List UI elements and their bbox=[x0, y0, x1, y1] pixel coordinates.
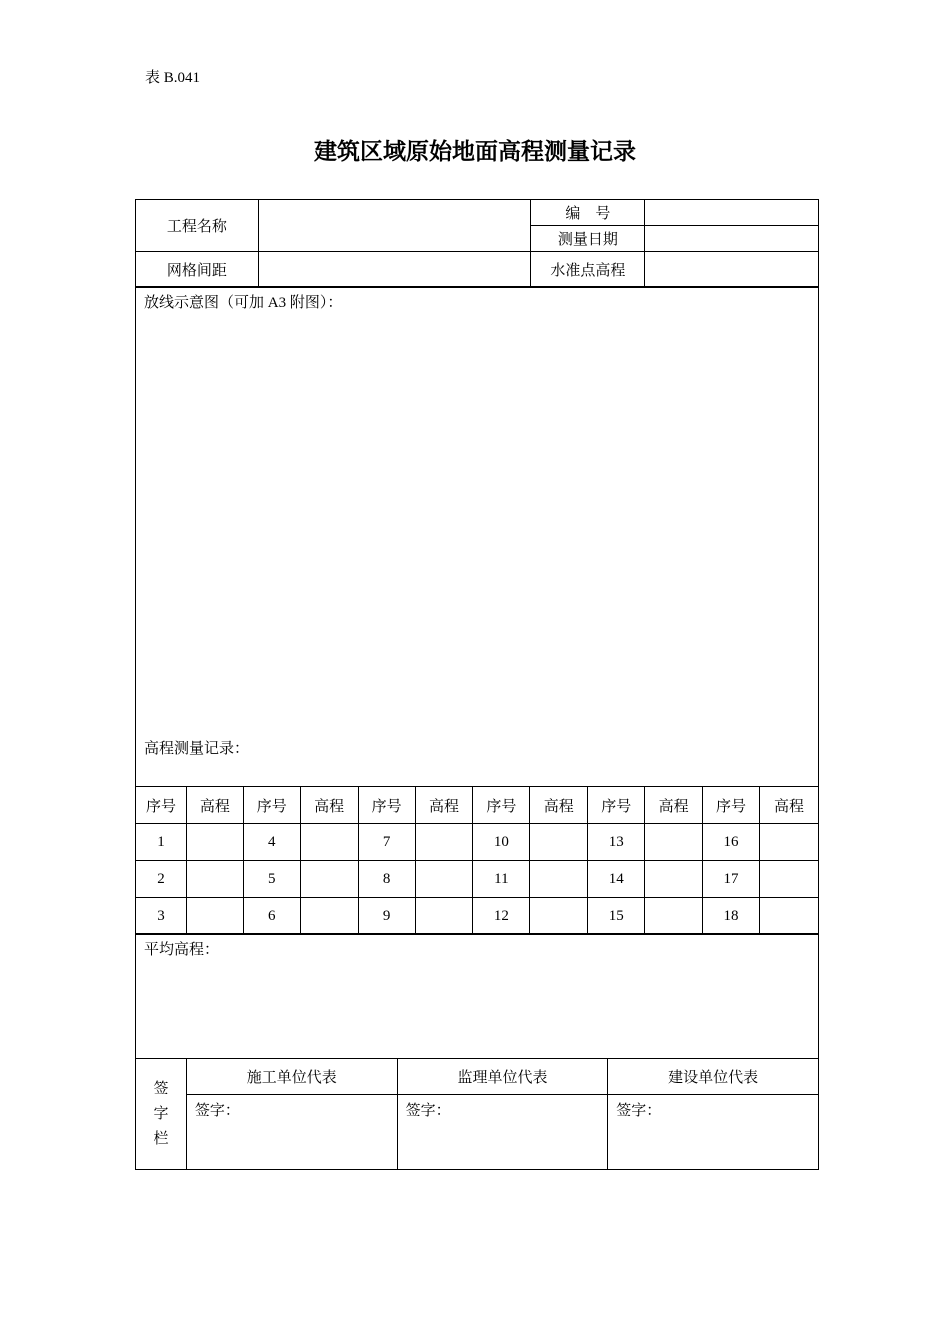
elevation-input[interactable] bbox=[186, 824, 243, 861]
survey-date-label: 测量日期 bbox=[531, 226, 645, 252]
signature-label-char: 字 bbox=[153, 1105, 169, 1122]
grid-spacing-label: 网格间距 bbox=[136, 252, 259, 288]
signature-label-char: 签 bbox=[153, 1080, 169, 1097]
seq-cell: 15 bbox=[588, 898, 645, 935]
owner-signature-field[interactable] bbox=[608, 1095, 819, 1170]
elevation-input[interactable] bbox=[759, 824, 818, 861]
seq-header: 序号 bbox=[243, 787, 300, 824]
benchmark-label: 水准点高程 bbox=[531, 252, 645, 288]
number-field[interactable] bbox=[645, 200, 819, 226]
seq-header: 序号 bbox=[473, 787, 530, 824]
elevation-header-row bbox=[136, 787, 819, 824]
elev-header: 高程 bbox=[300, 787, 358, 824]
sign-label: 签字： bbox=[194, 1103, 240, 1119]
elevation-input[interactable] bbox=[530, 861, 588, 898]
signature-table bbox=[135, 1058, 819, 1170]
layout-diagram-label: 放线示意图（可加 A3 附图）： bbox=[144, 295, 343, 311]
seq-cell: 11 bbox=[473, 861, 530, 898]
table-row bbox=[136, 824, 819, 861]
seq-header: 序号 bbox=[136, 787, 187, 824]
grid-spacing-field[interactable] bbox=[258, 252, 531, 288]
seq-header: 序号 bbox=[703, 787, 760, 824]
owner-rep-header: 建设单位代表 bbox=[608, 1059, 819, 1095]
average-elevation-label: 平均高程： bbox=[144, 942, 220, 958]
supervision-signature-field[interactable] bbox=[397, 1095, 608, 1170]
elevation-input[interactable] bbox=[759, 861, 818, 898]
layout-diagram-area[interactable] bbox=[136, 287, 819, 787]
elevation-input[interactable] bbox=[759, 898, 818, 935]
seq-cell: 3 bbox=[136, 898, 187, 935]
seq-cell: 7 bbox=[358, 824, 415, 861]
seq-cell: 13 bbox=[588, 824, 645, 861]
seq-cell: 14 bbox=[588, 861, 645, 898]
elevation-input[interactable] bbox=[530, 898, 588, 935]
seq-cell: 4 bbox=[243, 824, 300, 861]
benchmark-field[interactable] bbox=[645, 252, 819, 288]
elevation-record-label: 高程测量记录： bbox=[144, 741, 250, 757]
seq-cell: 8 bbox=[358, 861, 415, 898]
average-table bbox=[135, 933, 819, 1059]
construction-signature-field[interactable] bbox=[186, 1095, 397, 1170]
elevation-table bbox=[135, 786, 819, 935]
elevation-input[interactable] bbox=[186, 861, 243, 898]
elevation-input[interactable] bbox=[186, 898, 243, 935]
elev-header: 高程 bbox=[645, 787, 703, 824]
form-code: 表 B.041 bbox=[145, 70, 201, 86]
elev-header: 高程 bbox=[415, 787, 473, 824]
elev-header: 高程 bbox=[759, 787, 818, 824]
signature-column-label bbox=[136, 1059, 187, 1170]
seq-header: 序号 bbox=[358, 787, 415, 824]
page-title: 建筑区域原始地面高程测量记录 bbox=[314, 139, 636, 165]
seq-cell: 18 bbox=[703, 898, 760, 935]
diagram-table bbox=[135, 286, 819, 787]
average-elevation-area[interactable] bbox=[136, 934, 819, 1059]
seq-cell: 10 bbox=[473, 824, 530, 861]
elevation-input[interactable] bbox=[415, 824, 473, 861]
elev-header: 高程 bbox=[530, 787, 588, 824]
seq-cell: 9 bbox=[358, 898, 415, 935]
seq-cell: 1 bbox=[136, 824, 187, 861]
header-table bbox=[135, 199, 819, 288]
elevation-input[interactable] bbox=[645, 898, 703, 935]
number-label: 编 号 bbox=[531, 200, 645, 226]
seq-header: 序号 bbox=[588, 787, 645, 824]
elev-header: 高程 bbox=[186, 787, 243, 824]
survey-date-field[interactable] bbox=[645, 226, 819, 252]
supervision-rep-header: 监理单位代表 bbox=[397, 1059, 608, 1095]
seq-cell: 12 bbox=[473, 898, 530, 935]
elevation-input[interactable] bbox=[415, 898, 473, 935]
elevation-input[interactable] bbox=[530, 824, 588, 861]
elevation-input[interactable] bbox=[300, 861, 358, 898]
signature-label-char: 栏 bbox=[153, 1130, 169, 1147]
seq-cell: 16 bbox=[703, 824, 760, 861]
table-row bbox=[136, 898, 819, 935]
sign-label: 签字： bbox=[616, 1103, 662, 1119]
seq-cell: 5 bbox=[243, 861, 300, 898]
sign-label: 签字： bbox=[405, 1103, 451, 1119]
construction-rep-header: 施工单位代表 bbox=[186, 1059, 397, 1095]
elevation-input[interactable] bbox=[300, 898, 358, 935]
seq-cell: 6 bbox=[243, 898, 300, 935]
elevation-input[interactable] bbox=[645, 861, 703, 898]
project-name-label: 工程名称 bbox=[136, 200, 259, 252]
elevation-input[interactable] bbox=[415, 861, 473, 898]
seq-cell: 17 bbox=[703, 861, 760, 898]
elevation-input[interactable] bbox=[300, 824, 358, 861]
seq-cell: 2 bbox=[136, 861, 187, 898]
table-row bbox=[136, 861, 819, 898]
project-name-field[interactable] bbox=[258, 200, 531, 252]
elevation-input[interactable] bbox=[645, 824, 703, 861]
